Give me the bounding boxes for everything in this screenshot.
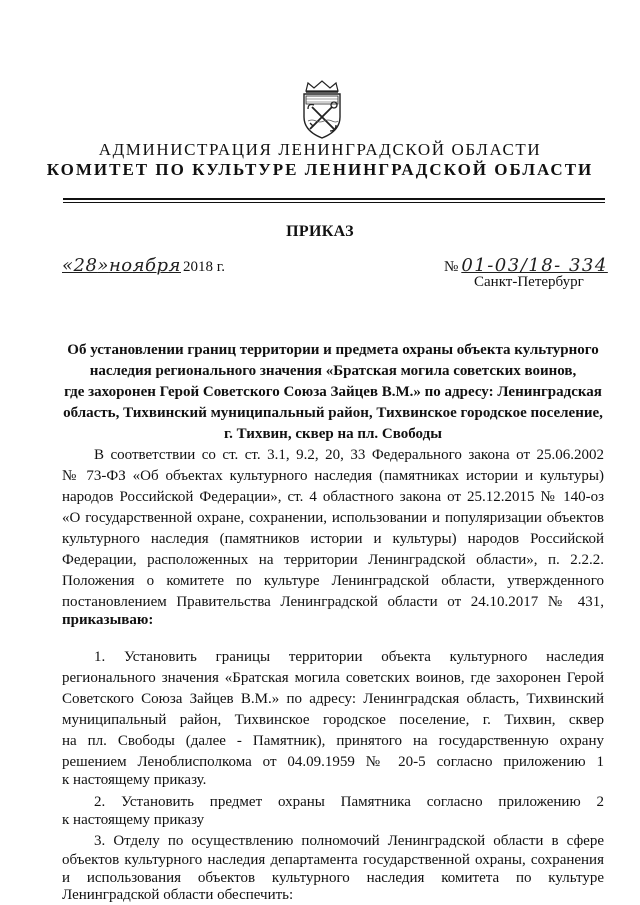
date-year: 2018 г. [182,259,225,275]
number-sign: № [444,259,459,275]
preamble-line: В соответствии со ст. ст. 3.1, 9.2, 20, 33 Федерального закона от 25.06.2002 [94,447,604,463]
order-subject [62,340,604,445]
item1-line: регионального значения «Братская могила советских воинов, где захоронен Герой [62,670,604,686]
date-day: 28 [73,255,98,276]
order-word: приказываю: [62,612,154,628]
subject-line: область, Тихвинский муниципальный район, Тихвинское городское поселение, [63,405,603,421]
administration-header: АДМИНИСТРАЦИЯ ЛЕНИНГРАДСКОЙ ОБЛАСТИ [98,140,542,159]
item1-line: к настоящему приказу. [62,772,207,788]
date-month: ноября [108,255,181,276]
item3-line: 3. Отделу по осуществлению полномочий Ленинградской области в сфере [94,833,604,849]
item2-line: к настоящему приказу [62,812,205,828]
item1-line: Советского Союза Зайцев В.М.» по адресу: Ленинградская область, Тихвинский [62,691,604,707]
date-handwritten [62,255,181,276]
item1-line: решением Леноблисполкома от 04.09.1959 № 20-5 согласно приложению 1 [62,754,604,770]
preamble-line: народов Российской Федерации», ст. 4 областного закона от 25.12.2015 № 140-оз [62,489,604,505]
subject-line: наследия регионального значения «Братская могила советских воинов, [89,363,577,379]
preamble-line: культурного наследия (памятников истории и культуры) народов Российской [62,531,604,547]
subject-line: где захоронен Герой Советского Союза Зайцев В.М.» по адресу: Ленинградская [64,384,602,400]
order-number [444,255,608,276]
preamble-line: Положения о комитете по культуре Ленинградской области, утвержденного [62,573,604,589]
subject-line: Об установлении границ территории и предмета охраны объекта культурного [67,342,599,358]
item1-line: муниципальный район, Тихвинское городское поселение, г. Тихвин, сквер [62,712,604,728]
committee-header: КОМИТЕТ ПО КУЛЬТУРЕ ЛЕНИНГРАДСКОЙ ОБЛАСТИ [46,160,594,179]
item2-line: 2. Установить предмет охраны Памятника согласно приложению 2 [94,794,604,810]
header-rule-thin [63,202,605,203]
document-title: ПРИКАЗ [286,223,354,240]
coat-of-arms-emblem [298,79,346,141]
item3-line: и использования объектов культурного наследия комитета по культуре [62,870,604,886]
preamble-line: «О государственной охране, сохранении, использовании и популяризации объектов [62,510,604,526]
item3-line: объектов культурного наследия департамента государственной охраны, сохранения [62,852,604,868]
item3-line: Ленинградской области обеспечить: [62,887,294,903]
preamble-line: № 73-ФЗ «Об объектах культурного наследия (памятниках истории и культуры) [62,468,604,484]
order-date [62,255,225,276]
number-value: 01-03/18- 334 [461,255,608,276]
city-name: Санкт-Петербург [474,274,584,290]
preamble-line: постановлением Правительства Ленинградской области от 24.10.2017 № 431, [62,594,604,610]
subject-line: г. Тихвин, сквер на пл. Свободы [224,426,442,442]
item1-line: на пл. Свободы (далее - Памятник), принятого на государственную охрану [62,733,604,749]
date-open-quote: « [62,255,74,276]
item1-line: 1. Установить границы территории объекта культурного наследия [94,649,604,665]
header-rule-thick [63,198,605,200]
preamble-line: Федерации, расположенных на территории Ленинградской области», п. 2.2.2. [62,552,604,568]
date-close-quote: » [97,255,109,276]
